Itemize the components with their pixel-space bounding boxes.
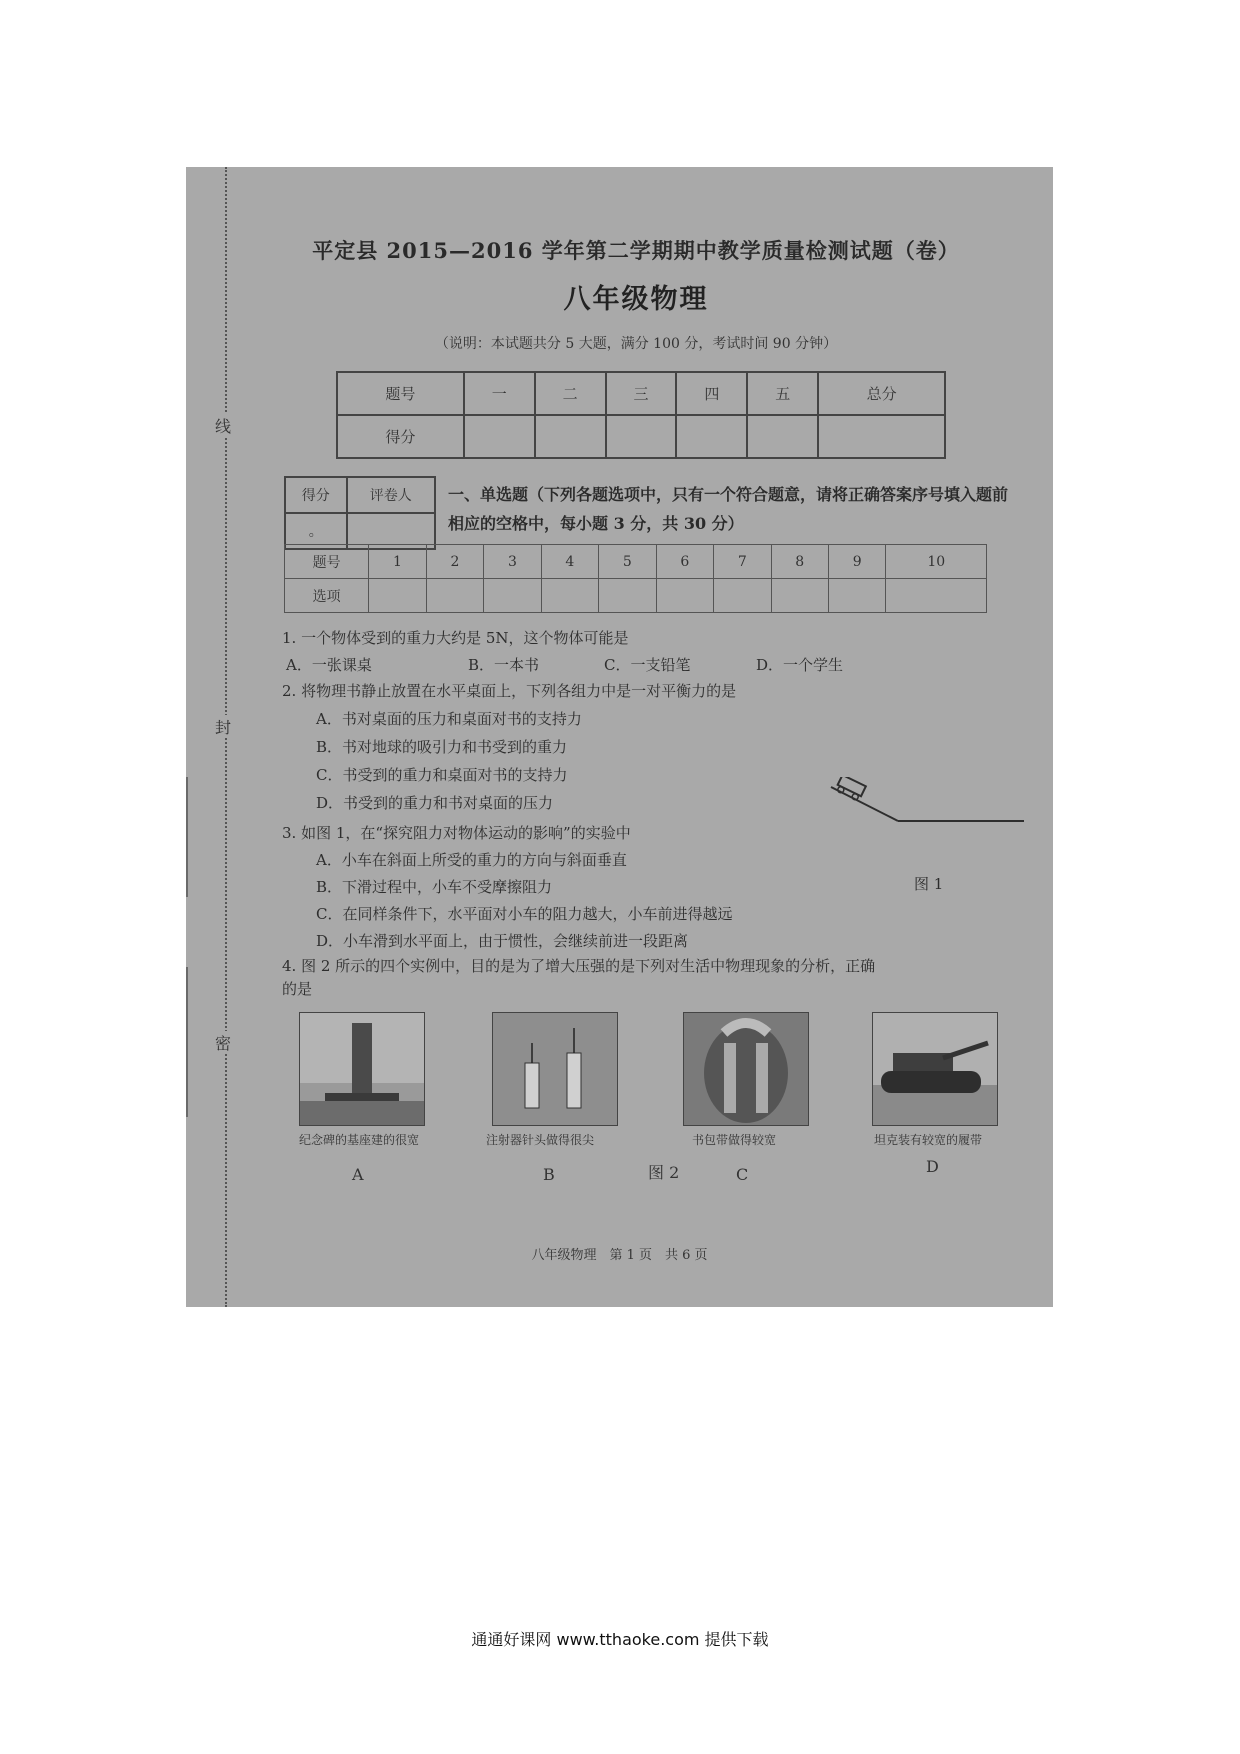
score-table-row xyxy=(337,415,945,458)
q1-stem: 1. 一个物体受到的重力大约是 5N，这个物体可能是 xyxy=(282,629,629,647)
q2-option-c: C．书受到的重力和桌面对书的支持力 xyxy=(316,766,568,784)
answer-number-cell: 8 xyxy=(771,545,828,579)
caption-b: 注射器针头做得很尖 xyxy=(486,1133,595,1147)
q1-option-b: B．一本书 xyxy=(468,656,540,674)
answer-number-cell: 10 xyxy=(886,545,987,579)
q1-option-c: C．一支铅笔 xyxy=(604,656,691,674)
answer-number-cell: 2 xyxy=(426,545,483,579)
answer-number-cell: 1 xyxy=(369,545,426,579)
q1-option-a: A．一张课桌 xyxy=(286,656,372,674)
score-header-cell: 四 xyxy=(676,372,747,415)
answer-number-cell: 6 xyxy=(656,545,713,579)
answer-row-label: 选项 xyxy=(285,579,369,613)
photo-backpack xyxy=(683,1012,809,1126)
figure-1-incline-diagram xyxy=(826,777,1026,857)
answer-choice-cell xyxy=(484,579,541,613)
score-row-label: 得分 xyxy=(337,415,464,458)
answer-number-row xyxy=(285,545,987,579)
seal-char-line: 线 xyxy=(212,414,234,437)
exam-subject: 八年级物理 xyxy=(563,284,709,315)
q4-stem: 4. 图 2 所示的四个实例中，目的是为了增大压强的是下列对生活中物理现象的分析，正确 xyxy=(282,957,876,975)
seal-char-seal: 封 xyxy=(212,715,234,738)
grader-score-cell: 。 xyxy=(285,513,347,549)
score-header-cell: 一 xyxy=(464,372,535,415)
source-watermark-line: 通通好课网 www.tthaoke.com 提供下载 xyxy=(471,1630,769,1649)
exam-title: 平定县 2015—2016 学年第二学期期中教学质量检测试题（卷） xyxy=(312,238,960,263)
answer-number-cell: 9 xyxy=(828,545,885,579)
score-header-cell: 二 xyxy=(535,372,606,415)
side-bar-mark xyxy=(186,967,188,1117)
q3-option-b: B．下滑过程中，小车不受摩擦阻力 xyxy=(316,878,553,896)
answer-choice-cell xyxy=(599,579,656,613)
exam-note: （说明：本试题共分 5 大题，满分 100 分，考试时间 90 分钟） xyxy=(434,336,838,352)
section-title: 一、单选题（下列各题选项中，只有一个符合题意，请将正确答案序号填入题前相应的空格中，每小题 3 分，共 30 分） xyxy=(448,485,1009,533)
answer-choice-row xyxy=(285,579,987,613)
grader-table xyxy=(284,476,436,550)
score-cell xyxy=(464,415,535,458)
photo-syringes xyxy=(492,1012,618,1126)
seal-char-secret: 密 xyxy=(212,1031,234,1054)
label-d: D xyxy=(926,1157,939,1176)
q3-option-c: C．在同样条件下，水平面对小车的阻力越大，小车前进得越远 xyxy=(316,905,733,923)
q3-option-d: D．小车滑到水平面上，由于惯性，会继续前进一段距离 xyxy=(316,932,689,950)
answer-number-cell: 5 xyxy=(599,545,656,579)
grader-header-score: 得分 xyxy=(285,477,347,513)
q1-option-d: D．一个学生 xyxy=(756,656,844,674)
label-c: C xyxy=(736,1165,749,1184)
q2-option-b: B．书对地球的吸引力和书受到的重力 xyxy=(316,738,568,756)
score-cell xyxy=(535,415,606,458)
side-bar-mark xyxy=(186,777,188,897)
answer-choice-cell xyxy=(369,579,426,613)
label-b: B xyxy=(543,1165,555,1184)
page-footer: 八年级物理 第 1 页 共 6 页 xyxy=(531,1248,708,1263)
score-cell xyxy=(606,415,677,458)
answer-choice-cell xyxy=(771,579,828,613)
score-table xyxy=(336,371,946,459)
caption-d: 坦克装有较宽的履带 xyxy=(874,1133,983,1147)
q2-option-d: D．书受到的重力和书对桌面的压力 xyxy=(316,794,554,812)
answer-number-cell: 4 xyxy=(541,545,598,579)
answer-choice-cell xyxy=(656,579,713,613)
score-header-cell: 总分 xyxy=(818,372,945,415)
answer-number-cell: 7 xyxy=(714,545,771,579)
figure-1-caption: 图 1 xyxy=(914,875,944,893)
label-a: A xyxy=(352,1165,364,1184)
score-table-header-row xyxy=(337,372,945,415)
answer-row-label: 题号 xyxy=(285,545,369,579)
caption-a: 纪念碑的基座建的很宽 xyxy=(299,1133,420,1147)
score-header-cell: 三 xyxy=(606,372,677,415)
answer-choice-cell xyxy=(828,579,885,613)
score-header-cell: 五 xyxy=(747,372,818,415)
q2-option-a: A．书对桌面的压力和桌面对书的支持力 xyxy=(316,710,582,728)
caption-c: 书包带做得较宽 xyxy=(692,1133,777,1147)
q3-stem: 3. 如图 1，在“探究阻力对物体运动的影响”的实验中 xyxy=(282,824,631,842)
score-cell xyxy=(818,415,945,458)
answer-choice-cell xyxy=(714,579,771,613)
score-cell xyxy=(676,415,747,458)
figure-2-caption: 图 2 xyxy=(648,1163,680,1182)
scanned-exam-photo xyxy=(186,167,1053,1307)
answer-number-cell: 3 xyxy=(484,545,541,579)
answer-choice-cell xyxy=(541,579,598,613)
answer-choice-cell xyxy=(886,579,987,613)
photo-monument xyxy=(299,1012,425,1126)
score-cell xyxy=(747,415,818,458)
q2-stem: 2. 将物理书静止放置在水平桌面上，下列各组力中是一对平衡力的是 xyxy=(282,682,737,700)
answer-table xyxy=(284,544,987,613)
q3-option-a: A．小车在斜面上所受的重力的方向与斜面垂直 xyxy=(316,851,627,869)
grader-header-reviewer: 评卷人 xyxy=(347,477,435,513)
q4-stem-continued: 的是 xyxy=(282,980,313,998)
answer-choice-cell xyxy=(426,579,483,613)
score-header-cell: 题号 xyxy=(337,372,464,415)
photo-tank xyxy=(872,1012,998,1126)
